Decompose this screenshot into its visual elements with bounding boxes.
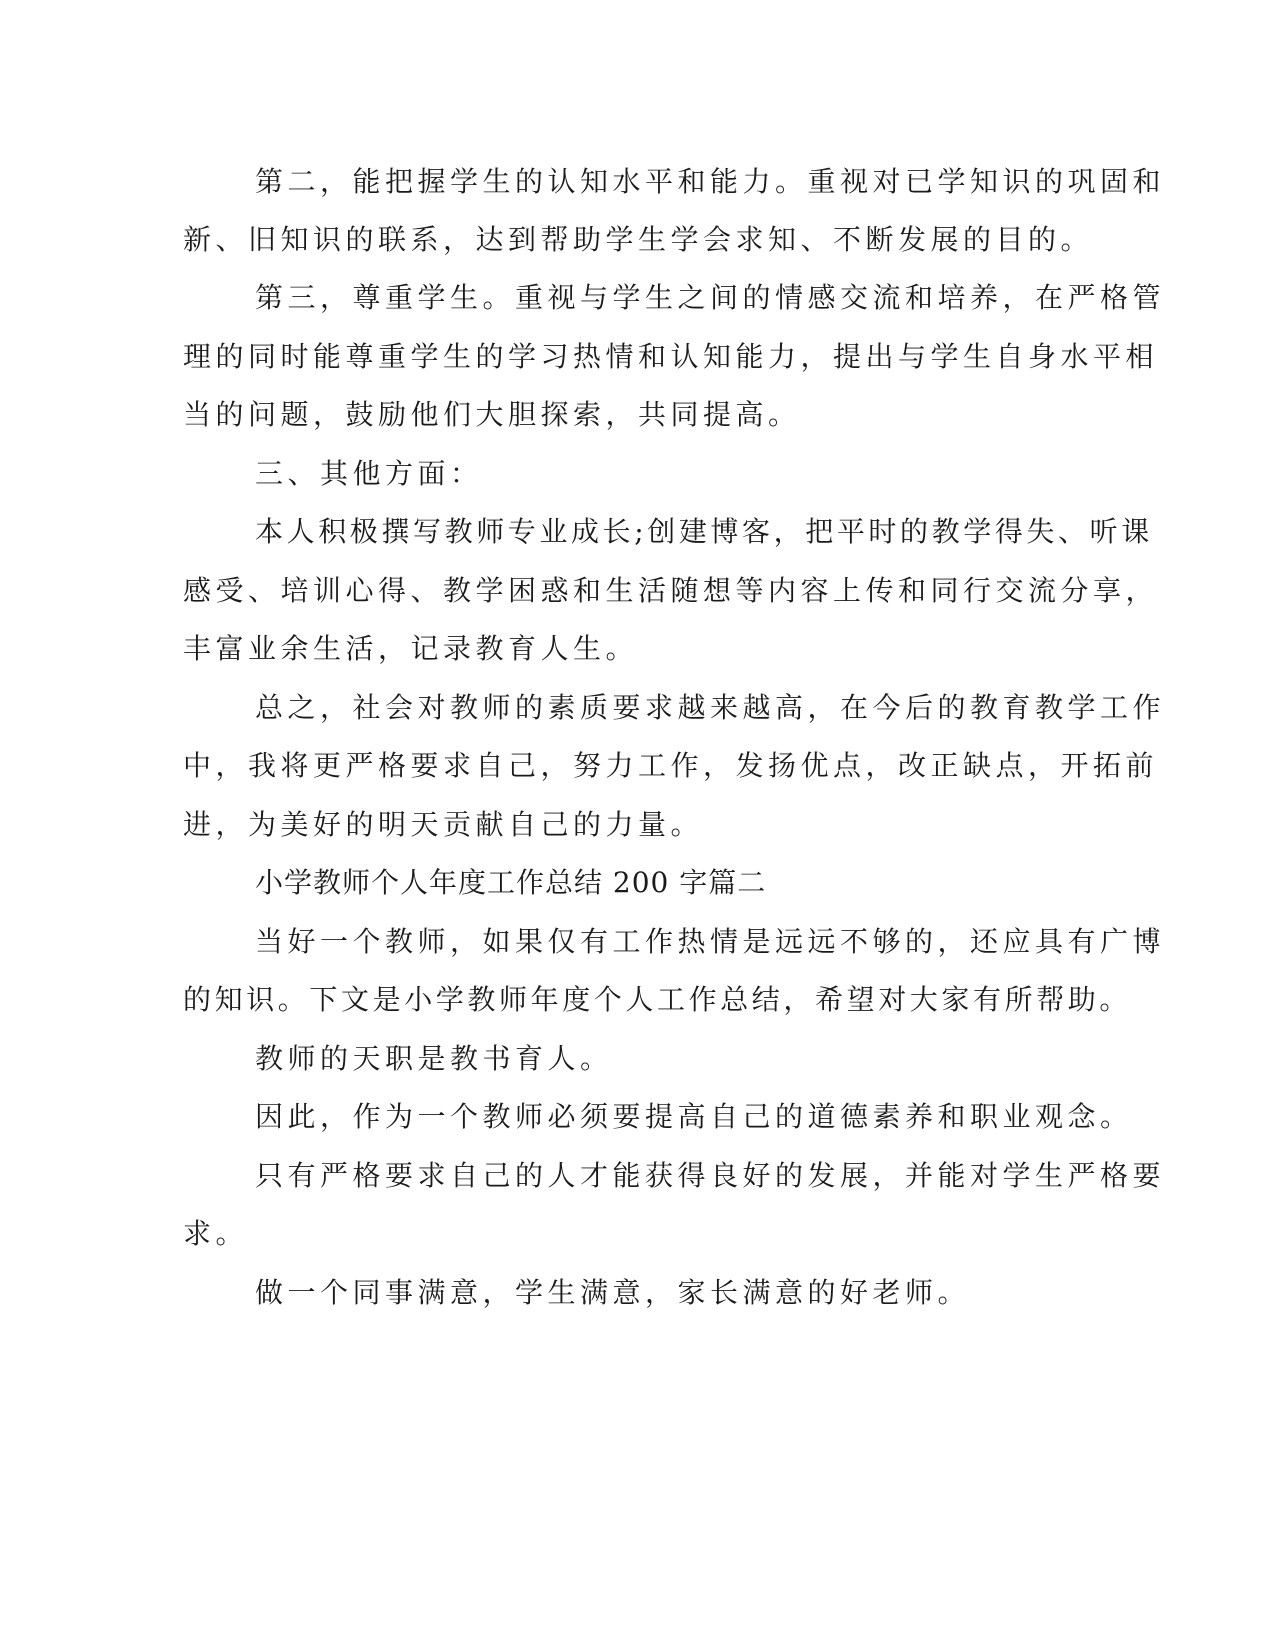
- paragraph-7-line-1: 当好一个教师，如果仅有工作热情是远远不够的，还应具有广博: [255, 925, 1166, 958]
- paragraph-11-line-1: 做一个同事满意，学生满意，家长满意的好老师。: [255, 1276, 971, 1309]
- paragraph-5-line-3: 进，为美好的明天贡献自己的力量。: [183, 808, 704, 841]
- paragraph-2-line-1: 第三，尊重学生。重视与学生之间的情感交流和培养，在严格管: [255, 281, 1166, 314]
- paragraph-2-line-2: 理的同时能尊重学生的学习热情和认知能力，提出与学生自身水平相: [183, 340, 1159, 373]
- paragraph-4-line-3: 丰富业余生活，记录教育人生。: [183, 632, 639, 665]
- paragraph-1-line-1: 第二，能把握学生的认知水平和能力。重视对已学知识的巩固和: [255, 165, 1166, 198]
- paragraph-9-line-1: 因此，作为一个教师必须要提高自己的道德素养和职业观念。: [255, 1100, 1133, 1133]
- paragraph-8-line-1: 教师的天职是教书育人。: [255, 1042, 613, 1075]
- section-heading-part-two: 小学教师个人年度工作总结 200 字篇二: [255, 866, 767, 899]
- paragraph-5-line-1: 总之，社会对教师的素质要求越来越高，在今后的教育教学工作: [255, 691, 1166, 724]
- paragraph-4-line-1: 本人积极撰写教师专业成长;创建博客，把平时的教学得失、听课: [255, 515, 1153, 548]
- paragraph-10-line-1: 只有严格要求自己的人才能获得良好的发展，并能对学生严格要: [255, 1159, 1166, 1192]
- paragraph-2-line-3: 当的问题，鼓励他们大胆探索，共同提高。: [183, 398, 801, 431]
- paragraph-1-line-2: 新、旧知识的联系，达到帮助学生学会求知、不断发展的目的。: [183, 223, 1094, 256]
- paragraph-10-line-2: 求。: [183, 1217, 249, 1250]
- paragraph-4-line-2: 感受、培训心得、教学困惑和生活随想等内容上传和同行交流分享，: [183, 574, 1159, 607]
- paragraph-5-line-2: 中，我将更严格要求自己，努力工作，发扬优点，改正缺点，开拓前: [183, 749, 1159, 782]
- paragraph-7-line-2: 的知识。下文是小学教师年度个人工作总结，希望对大家有所帮助。: [183, 983, 1132, 1016]
- section-heading-other: 三、其他方面：: [255, 457, 483, 490]
